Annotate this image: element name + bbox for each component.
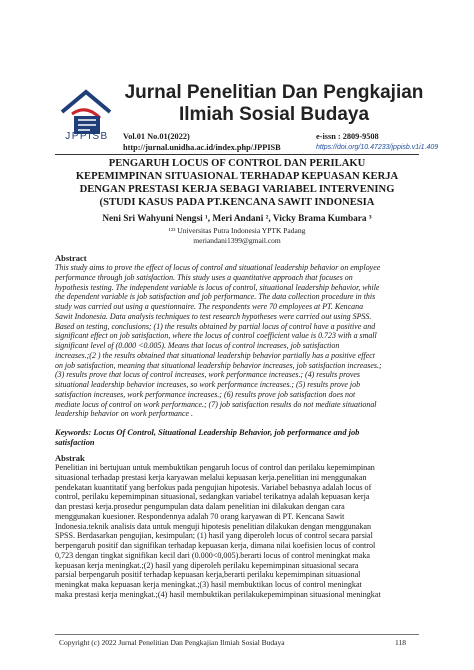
paper-title-line: KEPEMIMPINAN SITUASIONAL TERHADAP KEPUASAN KERJA	[75, 171, 399, 183]
journal-meta-right	[316, 131, 438, 153]
keywords-line: Keywords: Locus Of Control, Situational Leadership Behavior, job performance and job	[55, 428, 360, 437]
abstract-line: Based on testing, conclusions; (1) the results obtained by partial locus of control have a positive and	[55, 321, 376, 331]
abstract-line: (3) results prove that locus of control increases, work performance increases.; (4) results proves	[55, 370, 361, 380]
abstrak-line: control, perilaku kepemimpinan situasional, sedangkan variabel terikatnya adalah kepuasan kerja	[55, 492, 370, 502]
abstract-line: on job satisfaction, meaning that situational leadership behavior increases, job satisfaction increases.;	[55, 360, 382, 370]
page-number: 118	[395, 638, 406, 647]
abstrak-heading: Abstrak	[55, 453, 85, 463]
author-email[interactable]: meriandani1399@gmail.com	[193, 236, 281, 245]
abstract-line: increases.;(2 ) the results obtained that situational leadership behavior partially has a positive effect	[55, 350, 375, 360]
abstract-line: mediate locus of control on work performance.; (7) job satisfaction results do not mediate situational	[55, 399, 377, 409]
logo-label: JPPISB	[65, 131, 109, 142]
abstract-heading: Abstract	[55, 253, 87, 263]
keywords-line: satisfaction	[55, 438, 95, 447]
abstrak-line: situasional terhadap prestasi kerja karyawan melalui kepuasan kerja.penelitian ini menggunakan	[55, 472, 367, 482]
abstrak-line: SPSS. Berdasarkan pengujian, kesimpulan; (1) hasil yang diperoleh locus of control secara parsial	[55, 531, 373, 541]
abstrak-line: dan prestasi kerja.prosedur pengumpulan data dalam penelitian ini dilakukan dengan cara	[55, 502, 345, 511]
abstrak-line: maka prestasi kerja meningkat.;(4) hasil membuktikan perilakukepemimpinan situasional meningkat	[55, 589, 381, 599]
abstrak-line: Indonesia.teknik analisis data untuk menguji hipotesis penelitian dilakukan dengan menggunakan	[55, 521, 372, 531]
journal-url-link[interactable]: http://jurnal.unidha.ac.id/index.php/JPPISB	[123, 143, 281, 152]
affiliation: ¹²³ Universitas Putra Indonesia YPTK Padang	[168, 226, 306, 235]
footer-divider	[55, 634, 419, 635]
abstract-body	[55, 263, 420, 419]
abstrak-line: 0,723 dengan tingkat signifikan kecil dari (0.000<0,005).berarti locus of control meningkat maka	[55, 550, 370, 560]
eissn-label: e-issn : 2809-9508	[316, 132, 379, 141]
journal-title	[124, 82, 424, 126]
journal-meta-left	[123, 131, 281, 153]
journal-title-line-2: Ilmiah Sosial Budaya	[178, 104, 370, 125]
abstract-line: situational leadership behavior increases, so work performance increases.; (5) results prove job	[55, 380, 361, 389]
abstract-line: significant effect on job satisfaction, where the locus of control coefficient value is 0.723 with a small	[55, 331, 377, 341]
affiliation-block	[55, 226, 419, 246]
journal-title-line-1: Jurnal Penelitian Dan Pengkajian	[124, 82, 424, 103]
keywords	[55, 428, 420, 448]
abstract-line: significant level of (0.000 <0.005). Means that locus of control increases, job satisfaction	[55, 341, 340, 350]
abstract-line: the dependent variable is job satisfaction and job performance. The data collection procedure in this	[55, 292, 376, 302]
abstrak-line: Penelitian ini bertujuan untuk membuktikan pengaruh locus of control dan perilaku kepemimpinan	[55, 463, 375, 472]
paper-title-line: (STUDI KASUS PADA PT.KENCANA SAWIT INDONESIA	[99, 197, 375, 209]
footer-copyright: Copyright (c) 2022 Jurnal Penelitian Dan Pengkajian Ilmiah Sosial Budaya	[59, 638, 285, 647]
abstract-line: leadership behavior on work performance .	[55, 409, 194, 419]
abstract-line: study was carried out using a questionnaire. The respondents were 70 employees at PT. Kencana	[55, 302, 364, 311]
abstrak-line: menggunakan kuesioner. Respondennya adalah 70 orang karyawan di PT. Kencana Sawit	[55, 511, 345, 521]
paper-title-line: DENGAN PRESTASI KERJA SEBAGI VARIABEL INTERVENING	[79, 184, 395, 196]
doi-link[interactable]: https://doi.org/10.47233/jppisb.v1i1.409	[316, 144, 439, 151]
abstract-line: This study aims to prove the effect of locus of control and situational leadership behavior on employee	[55, 263, 381, 272]
abstrak-line: meningkat maka kepuasan kerja meningkat.;(3) hasil membuktikan locus of control meningkat	[55, 580, 362, 589]
abstrak-body	[55, 463, 420, 600]
abstrak-line: parsial berpengaruh positif terhadap kepuasan kerja,berarti perilaku kepemimpinan situasional	[55, 570, 361, 580]
author-list: Neni Sri Wahyuni Nengsi ¹, Meri Andani ², Vicky Brama Kumbara ³	[102, 214, 372, 224]
abstract-line: hypothesis testing. The independent variable is locus of control, situational leadership behavior, while	[55, 282, 380, 292]
abstract-line: performance through job satisfaction. This study uses a quantitative approach that focuses on	[55, 272, 353, 282]
abstract-line: satisfaction increases, work performance increases.; (6) results prove job satisfaction does not	[55, 389, 356, 399]
header-divider	[55, 154, 419, 155]
paper-title-line: PENGARUH LOCUS OF CONTROL DAN PERILAKU	[108, 158, 366, 169]
abstract-line: Sawit Indonesia. Data analysis techniques to test research hypotheses were carried out using SPSS.	[55, 311, 372, 321]
abstrak-line: berpengaruh positif dan signifikan terhadap kepuasan kerja, dimana nilai koefisien locus of control	[55, 541, 376, 550]
paper-title	[55, 157, 419, 209]
abstrak-line: kepuasan kerja meningkat.;(2) hasil yang diperoleh perilaku kepemimpinan situasional secara	[55, 560, 359, 570]
abstrak-line: pendekatan kuantitatif yang berfokus pada pengujian hipotesis. Variabel bebasnya adalah locus of	[55, 482, 372, 492]
volume-label: Vol.01 No.01(2022)	[123, 132, 190, 141]
